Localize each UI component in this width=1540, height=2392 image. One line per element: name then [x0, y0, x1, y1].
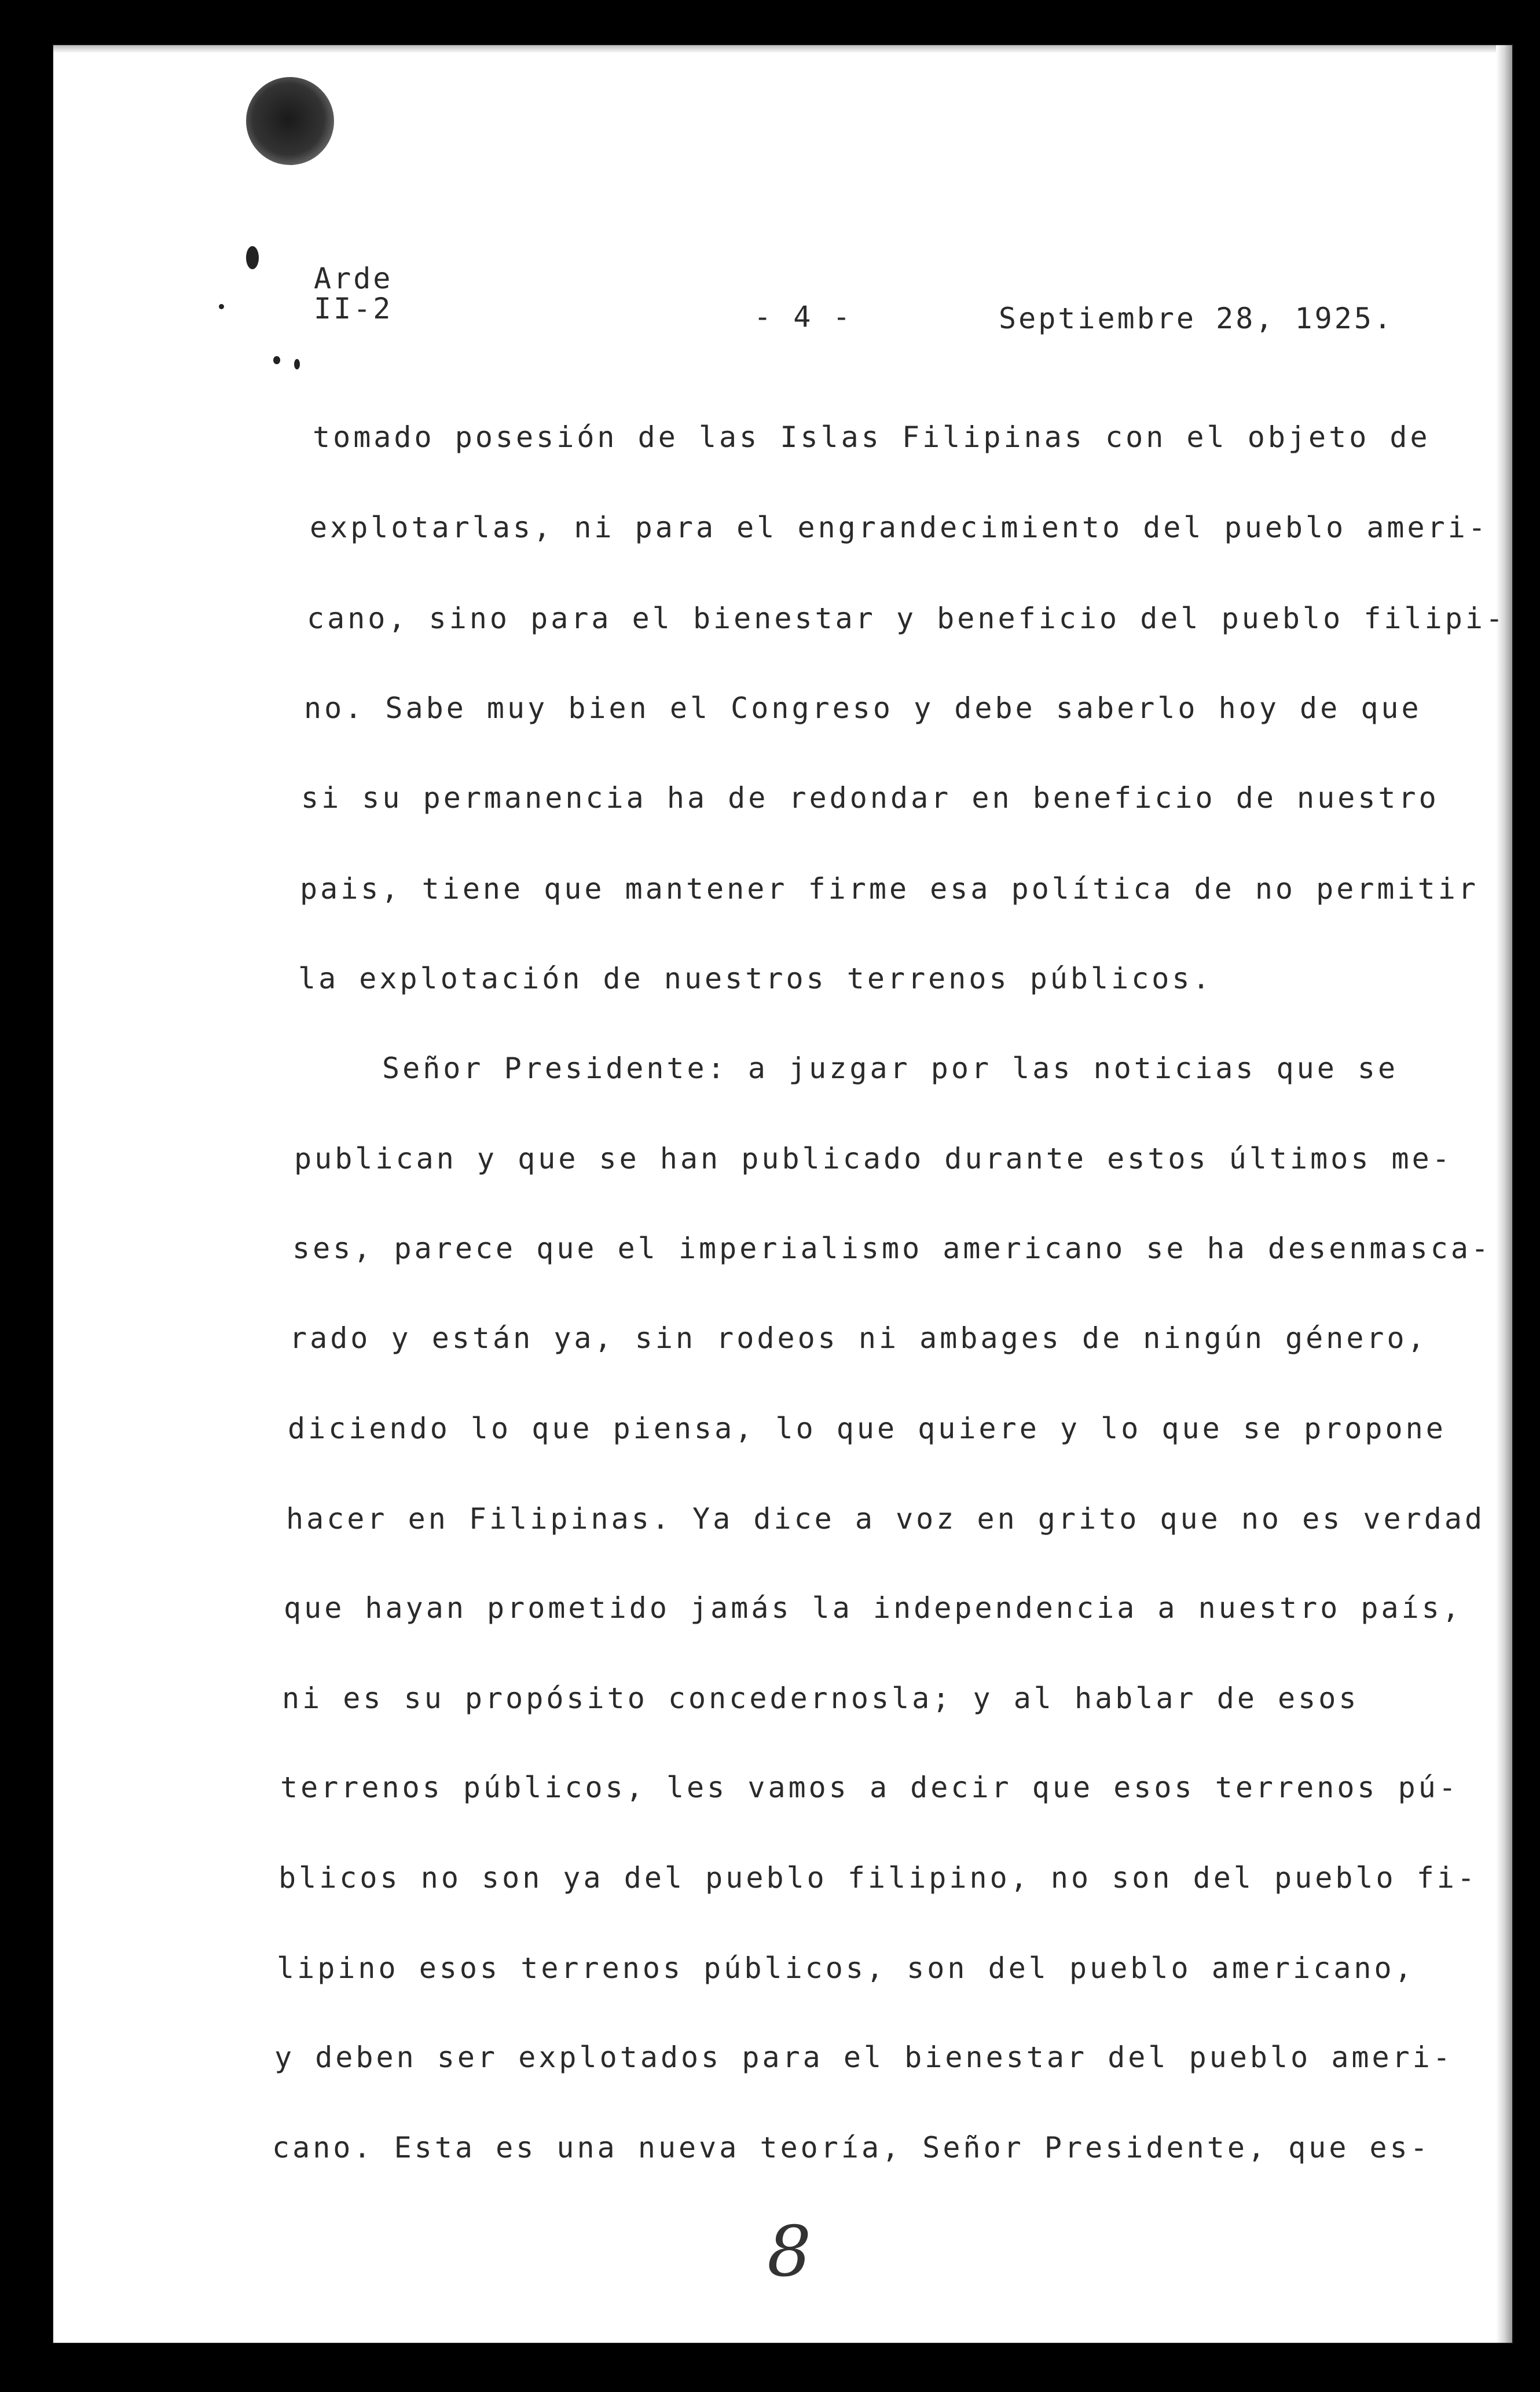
body-line-14: que hayan prometido jamás la independencia a nuestro país,: [284, 1591, 1462, 1625]
ink-speck: [246, 246, 259, 269]
document-date: Septiembre 28, 1925.: [999, 302, 1394, 335]
ink-speck: [219, 304, 224, 309]
body-line-11: rado y están ya, sin rodeos ni ambages de ningún género,: [289, 1321, 1428, 1355]
page-right-edge: [1496, 45, 1512, 2343]
handwritten-page-number: 8: [767, 2212, 812, 2292]
body-line-17: blicos no son ya del pueblo filipino, no son del pueblo fi-: [278, 1861, 1478, 1895]
body-line-18: lipino esos terrenos públicos, son del pueblo americano,: [277, 1951, 1415, 1985]
body-line-5: si su permanencia ha de redondar en beneficio de nuestro: [301, 781, 1439, 815]
document-page: [53, 45, 1512, 2343]
reference-line-2: II-2: [314, 292, 393, 325]
body-line-12: diciendo lo que piensa, lo que quiere y lo que se propone: [288, 1412, 1446, 1445]
body-line-13: hacer en Filipinas. Ya dice a voz en grito que no es verdad: [286, 1502, 1486, 1536]
body-line-15: ni es su propósito concedernosla; y al hablar de esos: [282, 1682, 1359, 1715]
punch-hole: [246, 77, 334, 165]
page-number: - 4 -: [754, 300, 853, 334]
body-line-2: explotarlas, ni para el engrandecimiento del pueblo ameri-: [310, 511, 1488, 544]
body-line-9: publican y que se han publicado durante estos últimos me-: [294, 1142, 1453, 1175]
ink-speck: [294, 359, 300, 369]
body-line-20: cano. Esta es una nueva teoría, Señor Presidente, que es-: [272, 2131, 1431, 2164]
body-line-10: ses, parece que el imperialismo americano se ha desenmasca-: [292, 1232, 1492, 1265]
body-line-6: pais, tiene que mantener firme esa política de no permitir: [300, 872, 1479, 906]
body-line-19: y deben ser explotados para el bienestar del pueblo ameri-: [274, 2041, 1453, 2074]
reference-line-1: Arde: [314, 262, 393, 295]
body-line-7: la explotación de nuestros terrenos públicos.: [298, 962, 1213, 995]
body-line-3: cano, sino para el bienestar y beneficio del pueblo filipi-: [307, 602, 1506, 635]
body-line-4: no. Sabe muy bien el Congreso y debe saberlo hoy de que: [304, 691, 1422, 725]
body-line-16: terrenos públicos, les vamos a decir que esos terrenos pú-: [280, 1771, 1459, 1804]
body-line-1: tomado posesión de las Islas Filipinas con el objeto de: [313, 420, 1431, 454]
body-line-8: Señor Presidente: a juzgar por las noticias que se: [382, 1052, 1399, 1085]
ink-speck: [273, 356, 280, 364]
page-top-edge: [53, 45, 1512, 53]
